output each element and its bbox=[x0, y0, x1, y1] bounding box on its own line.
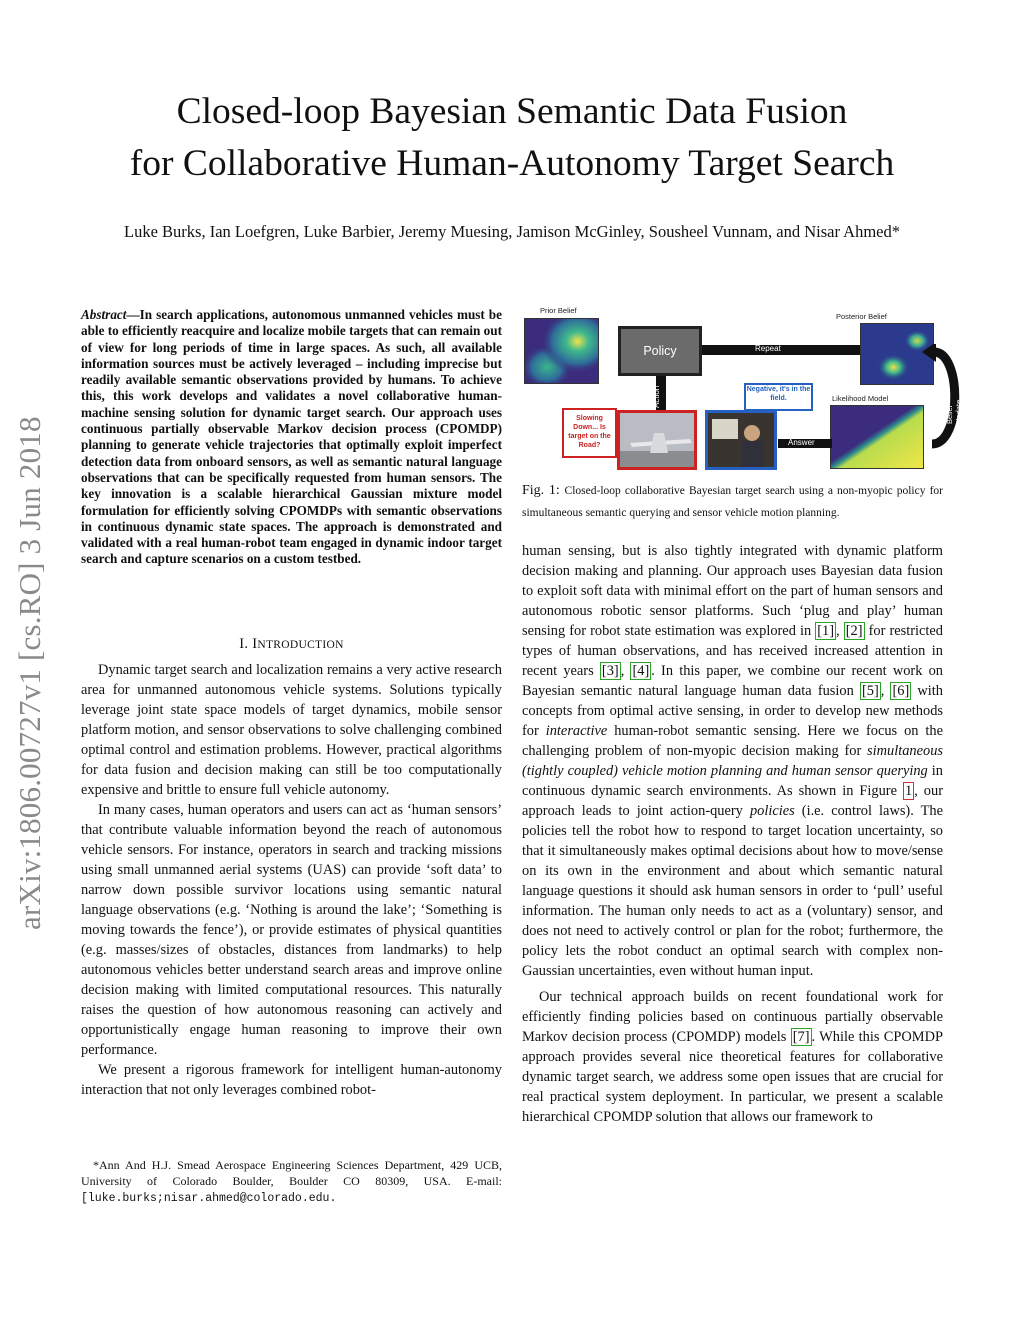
footnote-email[interactable]: [luke.burks;nisar.ahmed@colorado.edu. bbox=[81, 1192, 337, 1205]
caption-label: Fig. 1: bbox=[522, 483, 560, 498]
human-operator-photo bbox=[705, 410, 777, 470]
footnote bbox=[81, 1157, 502, 1207]
likelihood-model-label: Likelihood Model bbox=[832, 394, 889, 403]
citation-link[interactable]: [1] bbox=[817, 623, 835, 639]
intro-column-right bbox=[522, 541, 943, 1127]
prior-belief-heatmap bbox=[524, 318, 599, 384]
figure-1 bbox=[522, 304, 974, 469]
citation-link[interactable]: [3] bbox=[601, 663, 619, 679]
section-heading: I. INTRODUCTION bbox=[239, 636, 344, 652]
author-list: Luke Burks, Ian Loefgren, Luke Barbier, Jeremy Muesing, Jamison McGinley, Sousheel Vunnam, and Nisar Ahmed* bbox=[124, 222, 900, 241]
answer-label: Answer bbox=[788, 438, 815, 447]
prior-belief-label: Prior Belief bbox=[540, 306, 577, 315]
citation-link[interactable]: [4] bbox=[632, 663, 650, 679]
caption-text: Closed-loop collaborative Bayesian target search using a non-myopic policy for simultaneous semantic querying and sensor vehicle motion planning. bbox=[522, 485, 943, 519]
title-line-1: Closed-loop Bayesian Semantic Data Fusion bbox=[176, 91, 848, 132]
uav-photo bbox=[617, 410, 697, 470]
abstract bbox=[81, 307, 502, 568]
intro-paragraph-1: Dynamic target search and localization remains a very active research area for unmanned autonomous vehicle systems. Solutions typically leverage joint state space models of target dynamics, mobile sensor platform motion, and sensor observations to solve challenging combined optimal control and estimation problems. However, practical algorithms for data fusion and decision making can still be too computationally expensive and brittle to ensure full vehicle autonomy. bbox=[81, 662, 502, 798]
likelihood-model-heatmap bbox=[830, 405, 924, 469]
arxiv-identifier: arXiv:1806.00727v1 [cs.RO] 3 Jun 2018 bbox=[12, 416, 47, 930]
intro-paragraph-3: We present a rigorous framework for intelligent human-autonomy interaction that not only leverages combined robot- bbox=[81, 1062, 502, 1098]
abstract-text: —In search applications, autonomous unmanned vehicles must be able to efficiently reacquire and localize mobile targets that can remain out of view for long periods of time in large spaces. As such, all available information sources must be actively leveraged – including imprecise but readily available semantic observations provided by humans. To achieve this, this work develops and validates a novel collaborative human-machine sensing solution for dynamic target search. Our approach uses continuous partially observable Markov decision process (CPOMDP) planning to generate vehicle trajectories that optimally exploit imperfect detection data from onboard sensors, as well as semantic natural language observations that can be specifically requested from human sensors. The key innovation is a scalable hierarchical Gaussian mixture model formulation for efficiently solving CPOMDPs with semantic observations in continuous dynamic state spaces. The approach is demonstrated and validated with a real human-robot team engaged in dynamic indoor target search and capture scenarios on a custom testbed. bbox=[81, 307, 502, 567]
posterior-belief-label: Posterior Belief bbox=[836, 312, 887, 321]
human-reply-bubble: Negative, it's in the field. bbox=[744, 383, 813, 411]
abstract-label: Abstract bbox=[81, 307, 127, 322]
figure-caption bbox=[522, 480, 943, 524]
belief-update-label: Belief Update bbox=[945, 399, 963, 424]
citation-link[interactable]: [6] bbox=[892, 683, 910, 699]
action-label: Action bbox=[652, 385, 661, 408]
intro-paragraph-5: Our technical approach builds on recent foundational work for efficiently finding policies based on continuous partially observable Markov decision process (CPOMDP) models [7] . While this CPOMDP approach provides several nice theoretical features for collaborative dynamic target search, we address some open issues that are crucial for real practical system deployment. In particular, we present a scalable hierarchical CPOMDP solution that allows our framework to bbox=[522, 989, 943, 1125]
title-line-2: for Collaborative Human-Autonomy Target Search bbox=[129, 143, 895, 184]
robot-query-bubble: Slowing Down... Is target on the Road? bbox=[562, 408, 617, 458]
citation-link[interactable]: [7] bbox=[792, 1029, 810, 1045]
intro-column-left bbox=[81, 660, 502, 1100]
repeat-label: Repeat bbox=[755, 344, 781, 353]
paper-title bbox=[60, 86, 964, 190]
policy-box: Policy bbox=[618, 326, 702, 376]
figure-link[interactable]: 1 bbox=[905, 783, 913, 799]
citation-link[interactable]: [5] bbox=[861, 683, 879, 699]
repeat-arrow bbox=[702, 345, 860, 355]
intro-paragraph-4: human sensing, but is also tightly integrated with dynamic platform decision making and planning. Our approach uses Bayesian data fusion to exploit soft data with minimal effort on the part of human sensors and autonomous robotic sensor platforms. Such ‘plug and play’ human sensing for robot state estimation was explored in [1] , [2] for restricted types of human observations, and has received increased attention in recent years [3] , [4] . In this paper, we combine our recent work on Bayesian semantic natural language human data fusion [5] , [6] with concepts from optimal active sensing, in order to develop new methods for interactive human-robot semantic sensing. Here we focus on the challenging problem of non-myopic decision making for simultaneous (tightly coupled) vehicle motion planning and human sensor querying in continuous dynamic search environments. As shown in Figure 1 , our approach leads to joint action-query policies (i.e. control laws). The policies tell the robot how to respond to target location uncertainty, so that it simultaneously makes optimal decisions about how to move/sense on its own in the environment and about which semantic natural language questions it should ask human sensors in order to ‘pull’ useful information. The human only needs to act as a (voluntary) sensor, and does not need to actively control or plan for the robot; furthermore, the policy lets the robot conduct an optimal search with complex non-Gaussian uncertainties, even without human input. bbox=[522, 543, 944, 979]
citation-link[interactable]: [2] bbox=[845, 623, 863, 639]
intro-paragraph-2: In many cases, human operators and users can act as ‘human sensors’ that contribute valuable information beyond the reach of autonomous vehicle sensors. For instance, operators in search and tracking missions using small unmanned aerial systems (UAS) can provide ‘soft data’ to narrow down possible survivor locations using semantic natural language observations (e.g. ‘Nothing is around the lake’; ‘Something is moving towards the fence’), or provide estimates of physical quantities (e.g. masses/sizes of obstacles, distances from landmarks) to help autonomous vehicles better understand search areas and improve online decision making with limited computational resources. This naturally raises the question of how autonomous reasoning can actively and opportunistically engage human reasoning to improve their own performance. bbox=[81, 802, 502, 1058]
footnote-text: *Ann And H.J. Smead Aerospace Engineering Sciences Department, 429 UCB, University of Colorado Boulder, Boulder CO 80309, USA. E-mail: bbox=[81, 1158, 502, 1188]
